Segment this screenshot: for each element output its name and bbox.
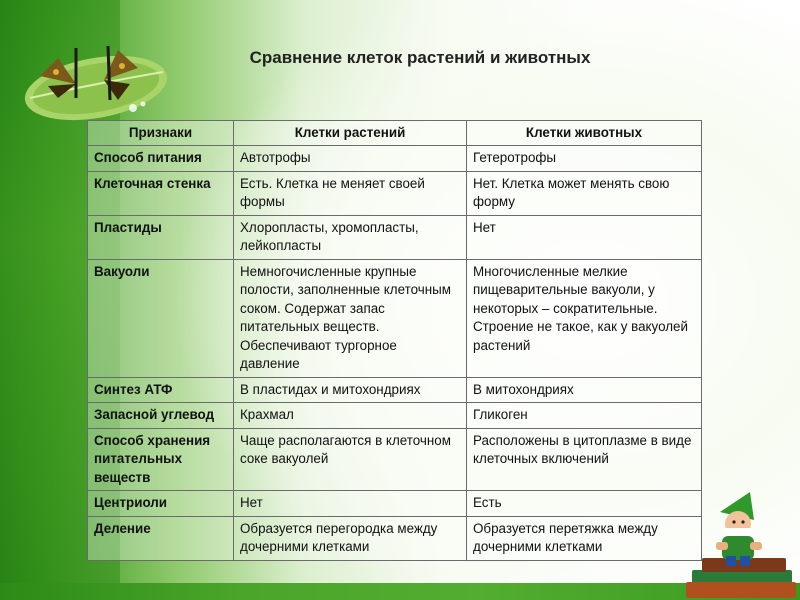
table-row [88, 428, 702, 491]
plant-cell: В пластидах и митохондриях [234, 377, 467, 403]
animal-cell: Образуется перетяжка между дочерними клетками [467, 516, 702, 560]
header-animal-cells: Клетки животных [467, 121, 702, 146]
plant-cell: Крахмал [234, 403, 467, 429]
table-header-row [88, 121, 702, 146]
plant-cell: Образуется перегородка между дочерними клетками [234, 516, 467, 560]
feature-cell: Пластиды [88, 215, 234, 259]
plant-cell: Есть. Клетка не меняет своей формы [234, 171, 467, 215]
plant-cell: Хлоропласты, хромопласты, лейкопласты [234, 215, 467, 259]
table-row [88, 516, 702, 560]
leaf-butterfly-icon [18, 28, 168, 123]
table-row [88, 403, 702, 429]
animal-cell: В митохондриях [467, 377, 702, 403]
table-row [88, 259, 702, 377]
table-row [88, 215, 702, 259]
feature-cell: Синтез АТФ [88, 377, 234, 403]
animal-cell: Нет. Клетка может менять свою форму [467, 171, 702, 215]
animal-cell: Расположены в цитоплазме в виде клеточных включений [467, 428, 702, 491]
plant-cell: Чаще располагаются в клеточном соке вакуолей [234, 428, 467, 491]
feature-cell: Способ хранения питательных веществ [88, 428, 234, 491]
table-row [88, 146, 702, 172]
animal-cell: Гетеротрофы [467, 146, 702, 172]
feature-cell: Деление [88, 516, 234, 560]
plant-cell: Немногочисленные крупные полости, заполненные клеточным соком. Содержат запас питательных веществ. Обеспечивают тургорное давление [234, 259, 467, 377]
animal-cell: Нет [467, 215, 702, 259]
plant-cell: Нет [234, 491, 467, 517]
animal-cell: Есть [467, 491, 702, 517]
table-row [88, 171, 702, 215]
comparison-table [87, 120, 702, 561]
table-row [88, 491, 702, 517]
feature-cell: Вакуоли [88, 259, 234, 377]
animal-cell: Многочисленные мелкие пищеварительные вакуоли, у некоторых – сократительные. Строение не такое, как у вакуолей растений [467, 259, 702, 377]
feature-cell: Центриоли [88, 491, 234, 517]
page-title: Сравнение клеток растений и животных [249, 48, 591, 67]
table-row [88, 377, 702, 403]
feature-cell: Запасной углевод [88, 403, 234, 429]
plant-cell: Автотрофы [234, 146, 467, 172]
header-plant-cells: Клетки растений [234, 121, 467, 146]
gnome-icon [672, 492, 800, 600]
feature-cell: Клеточная стенка [88, 171, 234, 215]
animal-cell: Гликоген [467, 403, 702, 429]
header-features: Признаки [88, 121, 234, 146]
feature-cell: Способ питания [88, 146, 234, 172]
